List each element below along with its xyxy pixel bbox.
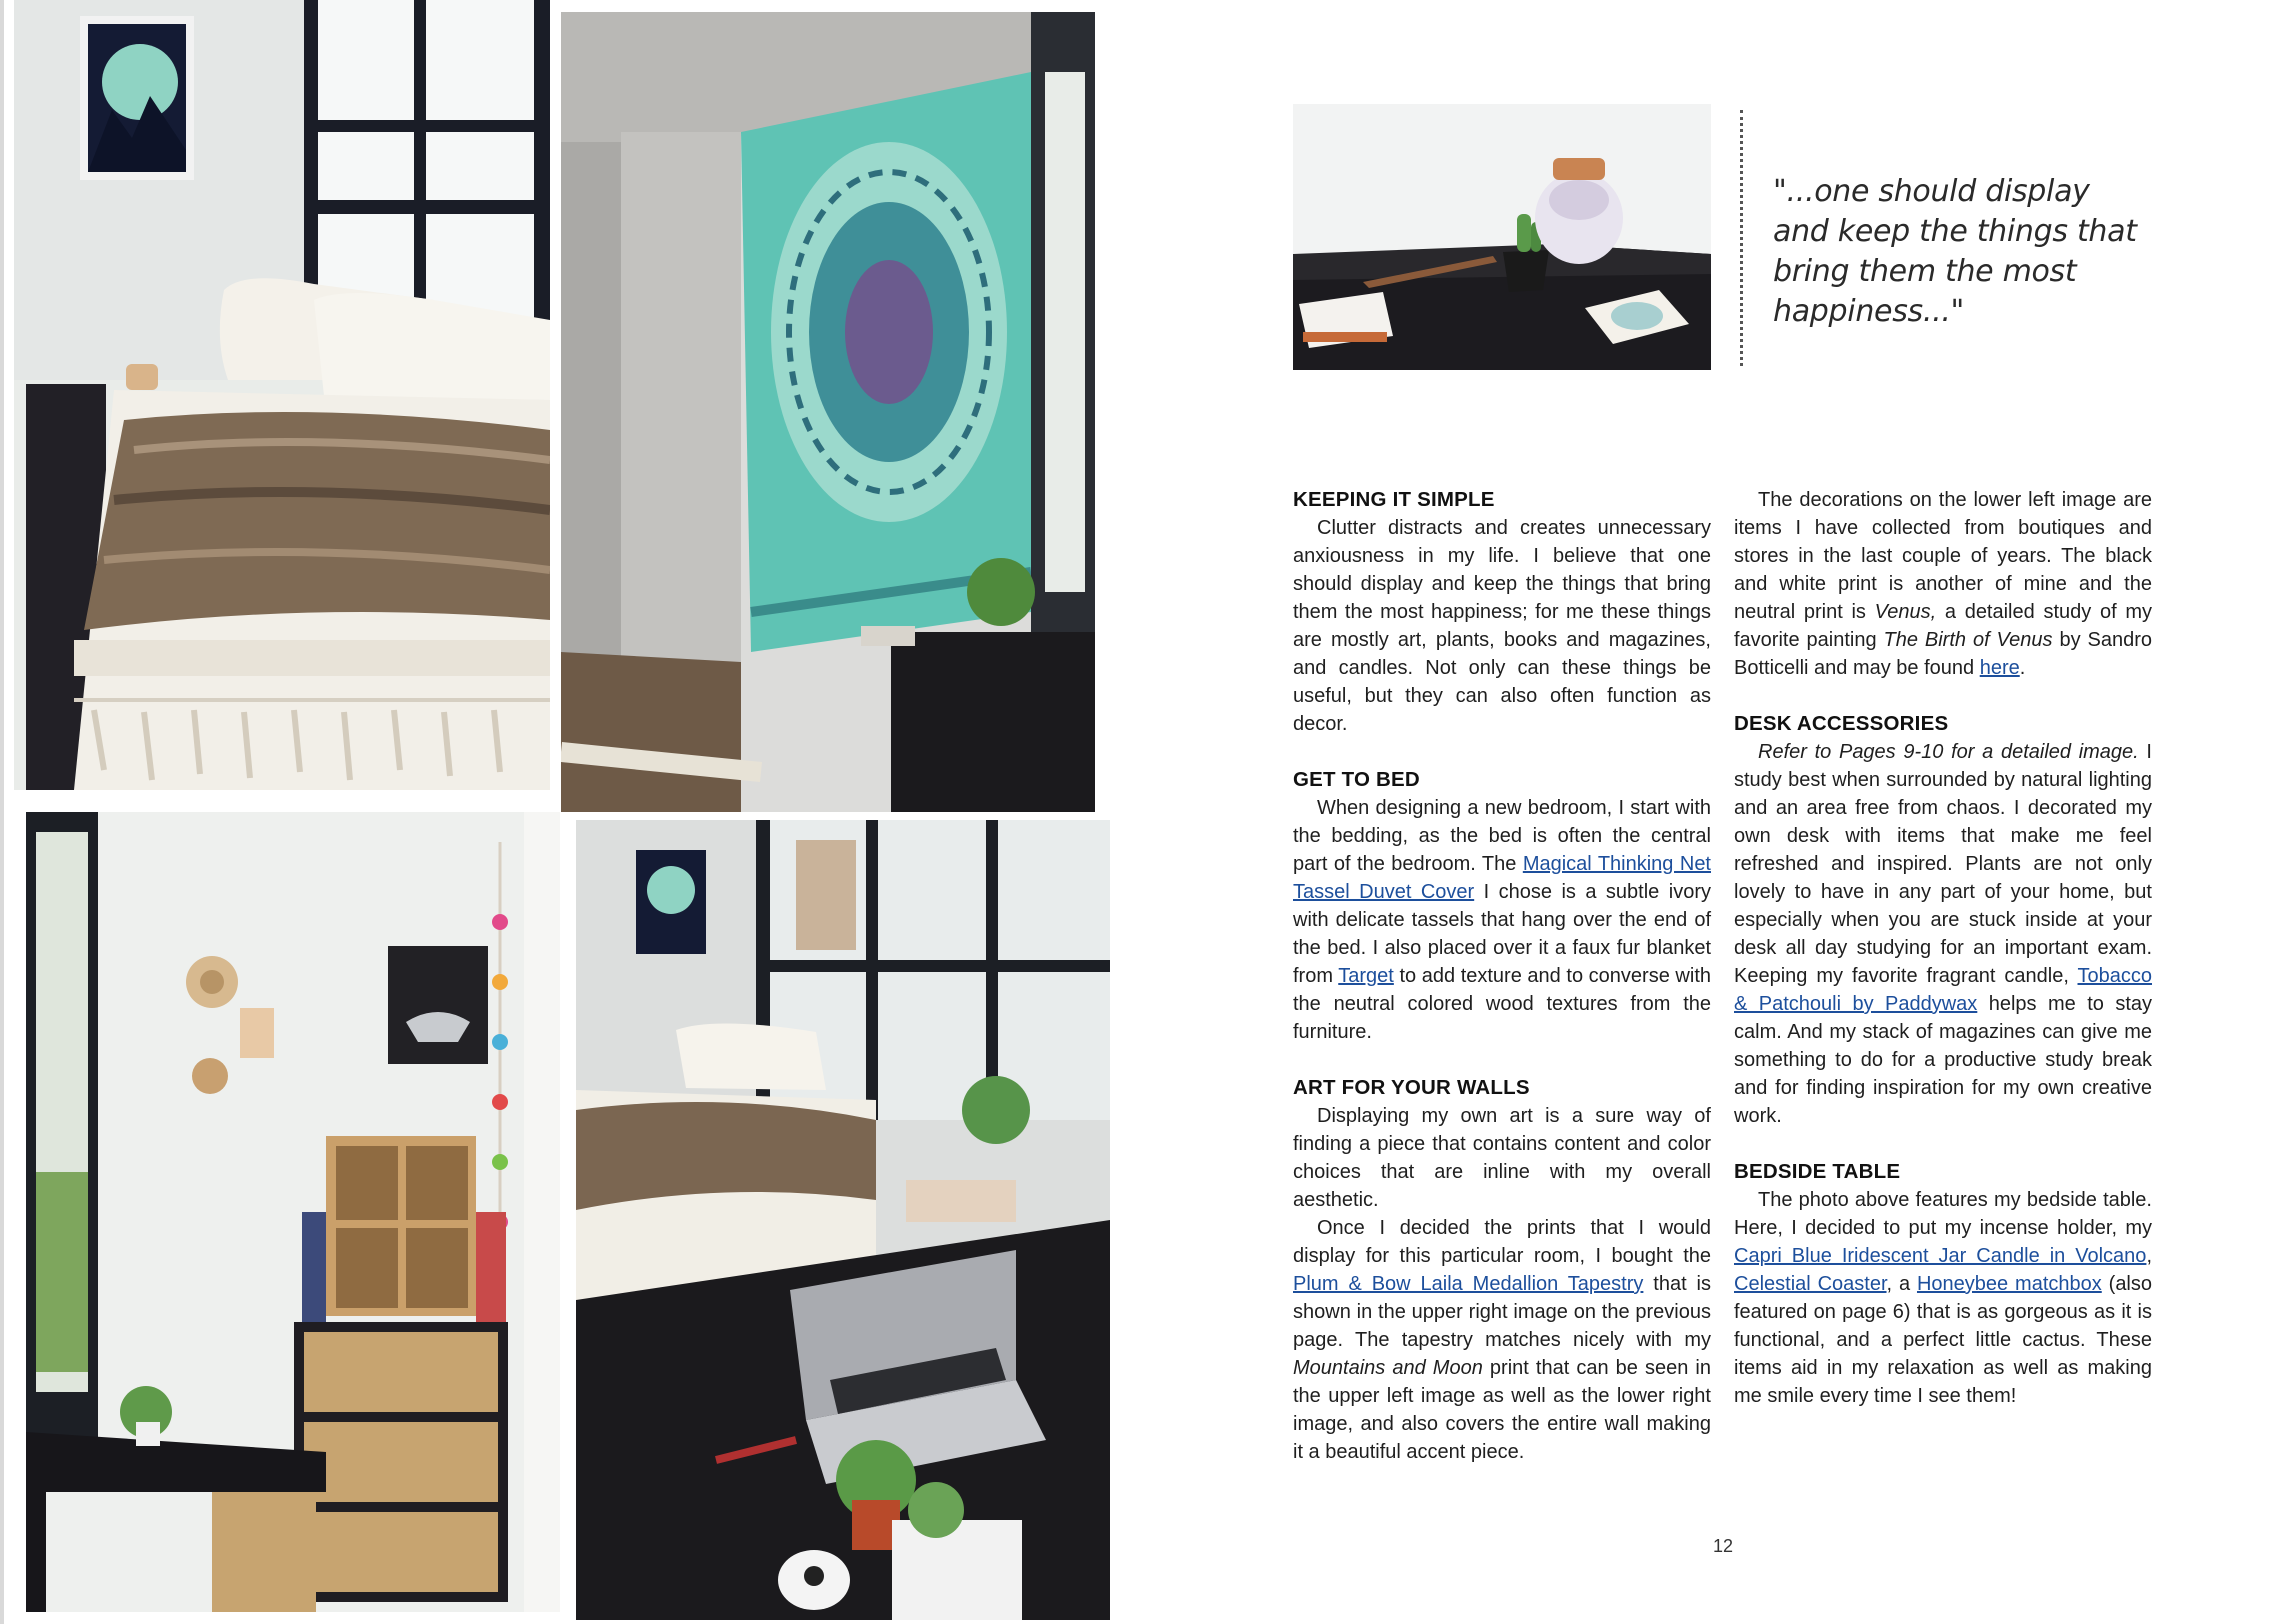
- link-paddywax-candle[interactable]: Tobacco & Patchouli by Paddywax: [1734, 965, 2152, 1015]
- bedside-illustration: [1293, 104, 1711, 370]
- link-celestial-coaster[interactable]: Celestial Coaster: [1734, 1273, 1887, 1295]
- paragraph-get-to-bed: When designing a new bedroom, I start with the bedding, as the bed is often the central part of the bedroom. The Magical Thinking Net Tassel Duvet Cover I chose is a subtle ivory with delicate tassels that hang over the end of the bed. I also placed over it a faux fur blanket from Target to add texture and to converse with the neutral colored wood textures from the furniture.: [1293, 797, 1711, 1043]
- link-venus-print[interactable]: here: [1979, 657, 2020, 679]
- paragraph-art-2: Once I decided the prints that I would display for this particular room, I bought the Plum & Bow Laila Medallion Tapestry that is shown in the upper right image on the previous page. The tapestry matches nicely with my Mountains and Moon print that can be seen in the upper left image as well as the lower right image, and also covers the entire wall making it a beautiful accent piece.: [1293, 1217, 1711, 1463]
- heading-art-for-your-walls: ART FOR YOUR WALLS: [1293, 1076, 1530, 1099]
- paragraph-bedside-table: The photo above features my bedside table. Here, I decided to put my incense holder, my Capri Blue Iridescent Jar Candle in Volcano, Celestial Coaster, a Honeybee matchbox (also featured on page 6) that is as gorgeous as it is functional, and a perfect little cactus. These items aid in my relaxation as well as making me smile every time I see them!: [1734, 1189, 2153, 1407]
- link-duvet-cover[interactable]: Magical Thinking Net Tassel Duvet Cover: [1293, 853, 1711, 903]
- corner-desk-illustration: [26, 812, 560, 1612]
- page-number: 12: [1712, 1536, 1734, 1556]
- heading-keeping-it-simple: KEEPING IT SIMPLE: [1293, 488, 1495, 511]
- paragraph-art-1: Displaying my own art is a sure way of finding a piece that contains content and color choices that are inline with my overall aesthetic.: [1293, 1105, 1711, 1211]
- photo-bedroom-bed: [14, 0, 550, 790]
- paragraph-desk-accessories: Refer to Pages 9-10 for a detailed image. I study best when surrounded by natural lighting and an area free from chaos. I decorated my own desk with items that make me feel refreshed and inspired. Plants are not only lovely to have in any part of your home, but especially when you are stuck inside at your desk all day studying for an important exam. Keeping my favorite fragrant candle, Tobacco & Patchouli by Paddywax helps me to stay calm. And my stack of magazines can give me something to do for a productive study break and for finding inspiration for my own creative work.: [1734, 741, 2152, 1127]
- quote-divider: [1740, 110, 1743, 366]
- link-medallion-tapestry[interactable]: Plum & Bow Laila Medallion Tapestry: [1293, 1273, 1644, 1295]
- study-desk-illustration: [576, 820, 1110, 1620]
- photo-study-desk: [576, 820, 1110, 1620]
- photo-tapestry: [561, 12, 1095, 812]
- paragraph-keeping-it-simple: Clutter distracts and creates unnecessary anxiousness in my life. I believe that one should display and keep the things that bring them the most happiness; for me these things are mostly art, plants, books and magazines, and candles. Not only can these things be useful, but they can also often function as decor.: [1293, 517, 1711, 735]
- link-target[interactable]: Target: [1338, 965, 1394, 987]
- heading-get-to-bed: GET TO BED: [1293, 768, 1420, 791]
- link-honeybee-matchbox[interactable]: Honeybee matchbox: [1916, 1273, 2102, 1295]
- pull-quote: "...one should display and keep the things that bring them the most happiness...": [1773, 174, 2137, 329]
- photo-corner-desk: [26, 812, 560, 1612]
- paragraph-decorations: The decorations on the lower left image are items I have collected from boutiques and stores in the last couple of years. The black and white print is another of mine and the neutral print is Venus, a detailed study of my favorite painting The Birth of Venus by Sandro Botticelli and may be found here.: [1734, 489, 2153, 679]
- heading-desk-accessories: DESK ACCESSORIES: [1734, 712, 1949, 735]
- bedroom-bed-illustration: [14, 0, 550, 790]
- link-capri-blue-candle[interactable]: Capri Blue Iridescent Jar Candle in Volcano: [1734, 1245, 2147, 1267]
- article-column-right: [1734, 486, 2152, 1410]
- heading-bedside-table: BEDSIDE TABLE: [1734, 1160, 1901, 1183]
- tapestry-illustration: [561, 12, 1095, 812]
- photo-bedside-table: [1293, 104, 1711, 370]
- page-edge: [0, 0, 4, 1624]
- article-column-left: [1293, 486, 1711, 1466]
